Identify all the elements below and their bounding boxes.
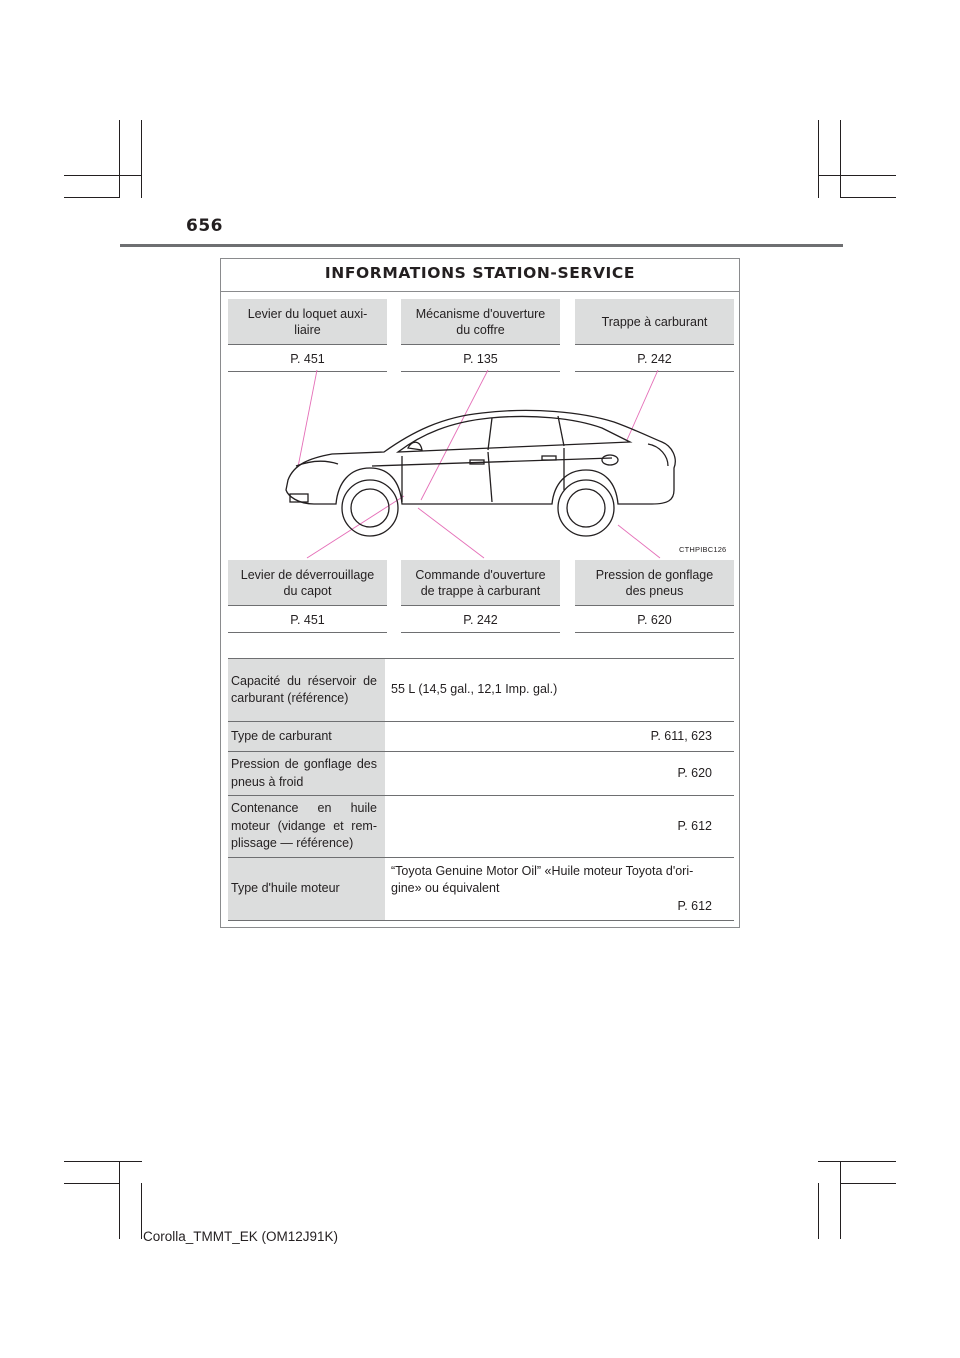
table-row <box>228 659 734 722</box>
table-row <box>228 752 734 796</box>
spec-label: Type de carburant <box>228 722 386 751</box>
ref-trunk-opener: P. 135 <box>401 347 560 372</box>
header-rule <box>120 244 843 247</box>
spec-value: P. 620 <box>677 765 712 780</box>
ref-hood-release-lever: P. 451 <box>228 608 387 633</box>
spec-table <box>228 658 734 921</box>
table-row <box>228 858 734 921</box>
crop-mark <box>64 1183 120 1184</box>
crop-mark <box>840 197 896 198</box>
spec-value: 55 L (14,5 gal., 12,1 Imp. gal.) <box>391 682 558 697</box>
spec-label: Pression de gonflage des pneus à froid <box>228 752 386 795</box>
page-number: 656 <box>186 216 223 236</box>
crop-mark <box>64 197 120 198</box>
section-title: INFORMATIONS STATION-SERVICE <box>220 258 740 292</box>
table-row <box>228 722 734 752</box>
callout-hood-release-lever: Levier de déverrouillage du capot <box>228 560 387 606</box>
table-row <box>228 796 734 858</box>
car-outline <box>286 410 675 536</box>
crop-mark <box>818 175 896 176</box>
crop-mark <box>818 1161 896 1162</box>
crop-mark <box>119 120 120 198</box>
crop-mark <box>64 1161 142 1162</box>
crop-mark <box>840 1183 896 1184</box>
spec-label: Contenance en huile moteur (vidange et rem-plissage — référence) <box>228 796 386 857</box>
crop-mark <box>818 120 819 198</box>
callout-tire-pressure: Pression de gonflage des pneus <box>575 560 734 606</box>
crop-mark <box>119 1161 120 1239</box>
crop-mark <box>64 175 142 176</box>
crop-mark <box>141 1183 142 1239</box>
callout-fuel-door-opener: Commande d'ouverture de trappe à carburant <box>401 560 560 606</box>
spec-label: Type d'huile moteur <box>228 858 386 920</box>
callout-aux-latch-lever: Levier du loquet auxi- liaire <box>228 299 387 345</box>
ref-aux-latch-lever: P. 451 <box>228 347 387 372</box>
diagram-code: CTHPIBC126 <box>679 545 727 554</box>
crop-mark <box>840 120 841 198</box>
car-side-diagram <box>222 360 738 570</box>
crop-mark <box>818 1183 819 1239</box>
spec-value: P. 612 <box>677 818 712 833</box>
spec-value: P. 611, 623 <box>650 728 712 743</box>
footer-model-code: Corolla_TMMT_EK (OM12J91K) <box>143 1229 339 1244</box>
crop-mark <box>840 1161 841 1239</box>
ref-fuel-door-opener: P. 242 <box>401 608 560 633</box>
spec-label: Capacité du réservoir de carburant (référence) <box>228 659 386 721</box>
ref-fuel-door: P. 242 <box>575 347 734 372</box>
spec-value: “Toyota Genuine Motor Oil” «Huile moteur Toyota d'ori-gine» ou équivalent P. 612 <box>391 863 712 913</box>
crop-mark <box>141 120 142 198</box>
ref-tire-pressure: P. 620 <box>575 608 734 633</box>
callout-trunk-opener: Mécanisme d'ouverture du coffre <box>401 299 560 345</box>
callout-fuel-door: Trappe à carburant <box>575 299 734 345</box>
